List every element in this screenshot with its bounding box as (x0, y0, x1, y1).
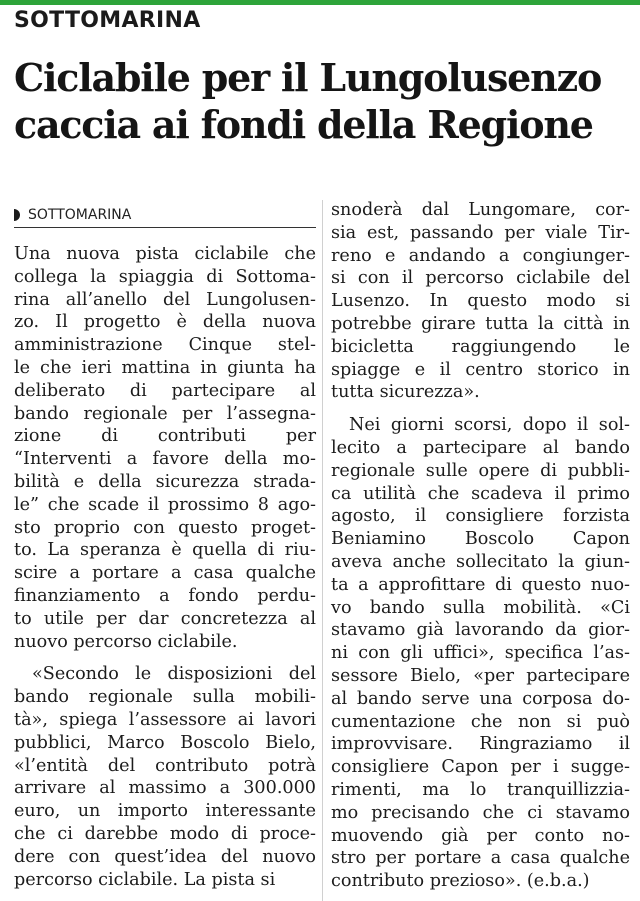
text-line: bando regionale per l’assegna- (14, 403, 316, 424)
article-column-left (14, 243, 316, 891)
text-line: «Secondo le disposizioni del (32, 664, 316, 685)
headline-line-1: Ciclabile per il Lungolusenzo (14, 55, 602, 100)
text-line: contributo prezioso». (e.b.a.) (331, 871, 590, 892)
text-line: regionale sulle opere di pubbli- (331, 460, 630, 481)
left-paragraph-2 (14, 663, 316, 891)
accent-bar (0, 0, 640, 5)
text-line: amministrazione Cinque stel- (14, 335, 316, 356)
kicker-label: SOTTOMARINA (28, 207, 132, 223)
text-line: zo. Il progetto è della nuova (14, 312, 316, 333)
headline-line-2: caccia ai fondi della Regione (14, 102, 593, 147)
text-line: muovendo già per conto no- (331, 825, 630, 846)
text-line: Beniamino Boscolo Capon (331, 529, 630, 550)
text-line: mo precisando che ci stavamo (331, 802, 630, 823)
text-line: stro per portare a casa qualche (331, 848, 630, 869)
text-line: che ci darebbe modo di proce- (14, 823, 316, 844)
text-line: zione di contributi per (14, 426, 316, 447)
text-line: rimenti, ma lo tranquillizzia- (331, 779, 630, 800)
text-line: tutta sicurezza». (331, 382, 480, 403)
article-column-right (331, 199, 630, 893)
text-line: to. La speranza è quella di riu- (14, 540, 316, 561)
text-line: euro, un importo interessante (14, 801, 316, 822)
text-line: ta a approfittare di questo nuo- (331, 574, 630, 595)
text-line: potrebbe girare tutta la città in (331, 313, 630, 334)
text-line: Una nuova pista ciclabile che (14, 244, 316, 264)
column-divider (322, 200, 323, 901)
text-line: vo bando sulla mobilità. «Ci (331, 597, 630, 618)
kicker-marker-icon (14, 209, 20, 221)
text-line: reno e andando a congiunger- (331, 245, 630, 266)
text-line: le che ieri mattina in giunta ha (14, 357, 316, 378)
text-line: snoderà dal Lungomare, cor- (331, 200, 630, 220)
text-line: aveva anche sollecitato la giun- (331, 551, 630, 572)
headline (14, 54, 634, 148)
text-line: ni con gli uffici», specifica l’as- (331, 643, 630, 664)
text-line: si con il percorso ciclabile del (331, 268, 630, 289)
text-line: dere con quest’idea del nuovo (14, 846, 316, 867)
text-line: sessore Bielo, «per partecipare (331, 665, 630, 686)
text-line: bando regionale sulla mobili- (14, 687, 316, 708)
text-line: nuovo percorso ciclabile. (14, 631, 238, 652)
text-line: rina all’anello del Lungolusen- (14, 289, 316, 310)
text-line: Nei giorni scorsi, dopo il sol- (349, 415, 630, 436)
kicker (14, 203, 316, 228)
text-line: le” che scade il prossimo 8 ago- (14, 494, 316, 515)
text-line: lecito a partecipare al bando (331, 437, 630, 458)
text-line: improvvisare. Ringraziamo il (331, 734, 630, 755)
text-line: tà», spiega l’assessore ai lavori (14, 709, 316, 730)
text-line: ca utilità che scadeva il primo (331, 483, 630, 504)
text-line: spiagge e il centro storico in (331, 359, 630, 380)
text-line: cumentazione che non si può (331, 711, 630, 732)
text-line: Lusenzo. In questo modo si (331, 291, 630, 312)
text-line: consigliere Capon per i sugge- (331, 757, 630, 778)
text-line: pubblici, Marco Boscolo Bielo, (14, 732, 316, 753)
text-line: bicicletta raggiungendo le (331, 336, 630, 357)
text-line: «l’entità del contributo potrà (14, 755, 316, 776)
text-line: sia est, passando per viale Tir- (331, 222, 630, 243)
text-line: sto proprio con questo proget- (14, 517, 316, 538)
text-line: percorso ciclabile. La pista si (14, 869, 276, 890)
text-line: agosto, il consigliere forzista (331, 506, 630, 527)
text-line: “Interventi a favore della mo- (14, 449, 316, 470)
right-paragraph-2 (331, 414, 630, 893)
text-line: scire a portare a casa qualche (14, 563, 316, 584)
text-line: bilità e della sicurezza strada- (14, 471, 316, 492)
text-line: to utile per dar concretezza al (14, 608, 316, 629)
section-label: SOTTOMARINA (14, 8, 201, 33)
text-line: finanziamento a fondo perdu- (14, 585, 316, 606)
text-line: arrivare al massimo a 300.000 (14, 778, 316, 799)
left-paragraph-1 (14, 243, 316, 653)
text-line: deliberato di partecipare al (14, 380, 316, 401)
text-line: stavamo già lavorando da gior- (331, 620, 630, 641)
text-line: collega la spiaggia di Sottoma- (14, 266, 316, 287)
text-line: al bando serve una corposa do- (331, 688, 630, 709)
right-paragraph-1 (331, 199, 630, 404)
